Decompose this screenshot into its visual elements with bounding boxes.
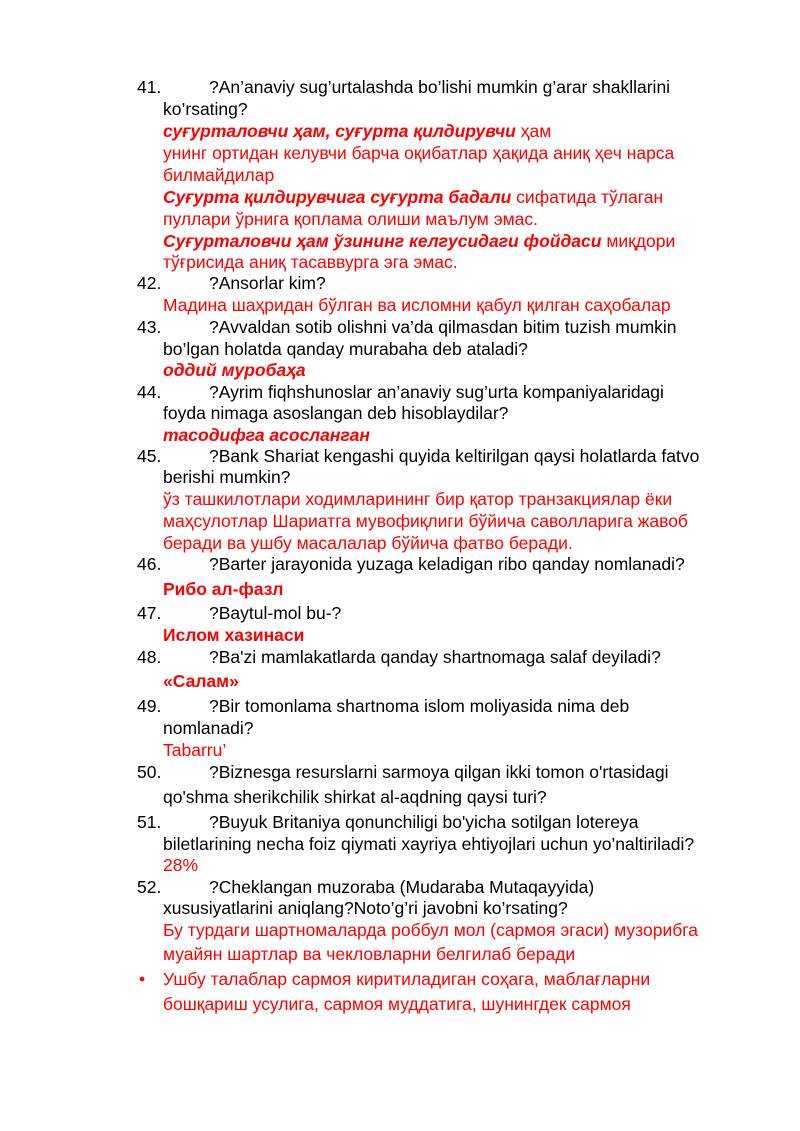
answer-line: «Салам» [163,671,239,691]
answer-line: тасодифга асосланган [163,425,370,445]
answer-text: миқдори [601,231,676,251]
answer-line [163,230,675,252]
question-continuation: bo’lgan holatda qanday murabaha deb ataladi? [163,339,528,359]
question-text: ?Ansorlar kim? [209,273,326,293]
answer-line: ўз ташкилотлари ходимларининг бир қатор транзакциялар ёки [163,489,673,509]
bullet-icon: • [139,969,146,989]
question-number: 45. [137,446,162,466]
question-text: ?Ba'zi mamlakatlarda qanday shartnomaga salaf deyiladi? [209,647,661,667]
question-continuation: biletlarining necha foiz qiymati xayriya ehtiyojlari uchun yo’naltiriladi? [163,834,695,854]
question-number: 47. [137,603,162,623]
answer-line: маҳсулотлар Шариатга мувофиқлиги бўйича саволларига жавоб [163,511,688,531]
answer-line: Мадина шаҳридан бўлган ва исломни қабул қилган саҳобалар [163,295,671,315]
answer-line: Ислом хазинаси [163,625,305,645]
question-text: ?Barter jarayonida yuzaga keladigan ribo qanday nomlanadi? [209,554,685,574]
question-text: ?Cheklangan muzoraba (Mudaraba Mutaqayyida) [209,877,595,897]
answer-line: пуллари ўрнига қоплама олиши маълум эмас. [163,209,538,229]
answer-line: унинг ортидан келувчи барча оқибатлар ҳақида аниқ ҳеч нарса [163,143,675,163]
question-number: 42. [137,273,162,293]
question-text: ?Buyuk Britaniya qonunchiligi bo'yicha sotilgan lotereya [209,812,639,832]
question-text: ?Ayrim fiqhshunoslar an’anaviy sug’urta kompaniyalaridagi [209,382,664,402]
question-number: 41. [137,77,162,97]
question-number: 46. [137,554,162,574]
answer-line: Tabarru’ [163,740,227,760]
question-number: 51. [137,812,162,832]
question-number: 44. [137,382,162,402]
answer-text: ҳам [515,121,552,141]
question-number: 52. [137,877,162,897]
question-continuation: nomlanadi? [163,718,254,738]
answer-line: Бу турдаги шартномаларда роббул мол (сармоя эгаси) музорибга [163,920,698,940]
answer-line: Рибо ал-фазл [163,579,284,599]
answer-emphasis: Суғурталовчи ҳам ўзининг келгусидаги фойдаси [163,231,602,251]
question-continuation: xususiyatlarini aniqlang?Noto’g’ri javobni ko’rsating? [163,898,568,918]
question-text: ?Bir tomonlama shartnoma islom moliyasida nima deb [209,696,630,716]
question-continuation: ko’rsating? [163,99,248,119]
answer-line [163,186,663,208]
answer-line: беради ва ушбу масалалар бўйича фатво беради. [163,533,573,553]
answer-line [163,120,551,142]
answer-text: сифатида тўлаган [511,187,664,207]
question-text: ?Bank Shariat kengashi quyida keltirilgan qaysi holatlarda fatvo [209,446,700,466]
question-number: 49. [137,696,162,716]
question-text: ?Baytul-mol bu-? [209,603,342,623]
question-continuation: qo'shma sherikchilik shirkat al-aqdning qaysi turi? [163,787,547,807]
answer-line: 28% [163,855,199,875]
question-continuation: berishi mumkin? [163,467,291,487]
question-continuation: foyda nimaga asoslangan deb hisoblaydilar? [163,403,509,423]
answer-emphasis: суғурталовчи ҳам, суғурта қилдирувчи [163,121,516,141]
answer-emphasis: Суғурта қилдирувчига суғурта бадали [163,187,512,207]
answer-line: муайян шартлар ва чекловларни белгилаб беради [163,944,576,964]
answer-line: бошқариш усулига, сармоя муддатига, шунингдек сармоя [163,994,631,1014]
answer-line: оддий муробаҳа [163,360,306,380]
answer-line: тўғрисида аниқ тасаввурга эга эмас. [163,252,458,272]
question-text: ?Avvaldan sotib olishni va’da qilmasdan bitim tuzish mumkin [209,317,677,337]
question-text: ?Biznesga resurslarni sarmoya qilgan ikki tomon o'rtasidagi [209,762,669,782]
question-number: 43. [137,317,162,337]
question-number: 50. [137,762,162,782]
question-number: 48. [137,647,162,667]
answer-line: Ушбу талаблар сармоя киритиладиган соҳага, маблағларни [163,969,651,989]
question-text: ?An’anaviy sug’urtalashda bo’lishi mumkin g’arar shakllarini [209,77,671,97]
answer-line: билмайдилар [163,165,275,185]
